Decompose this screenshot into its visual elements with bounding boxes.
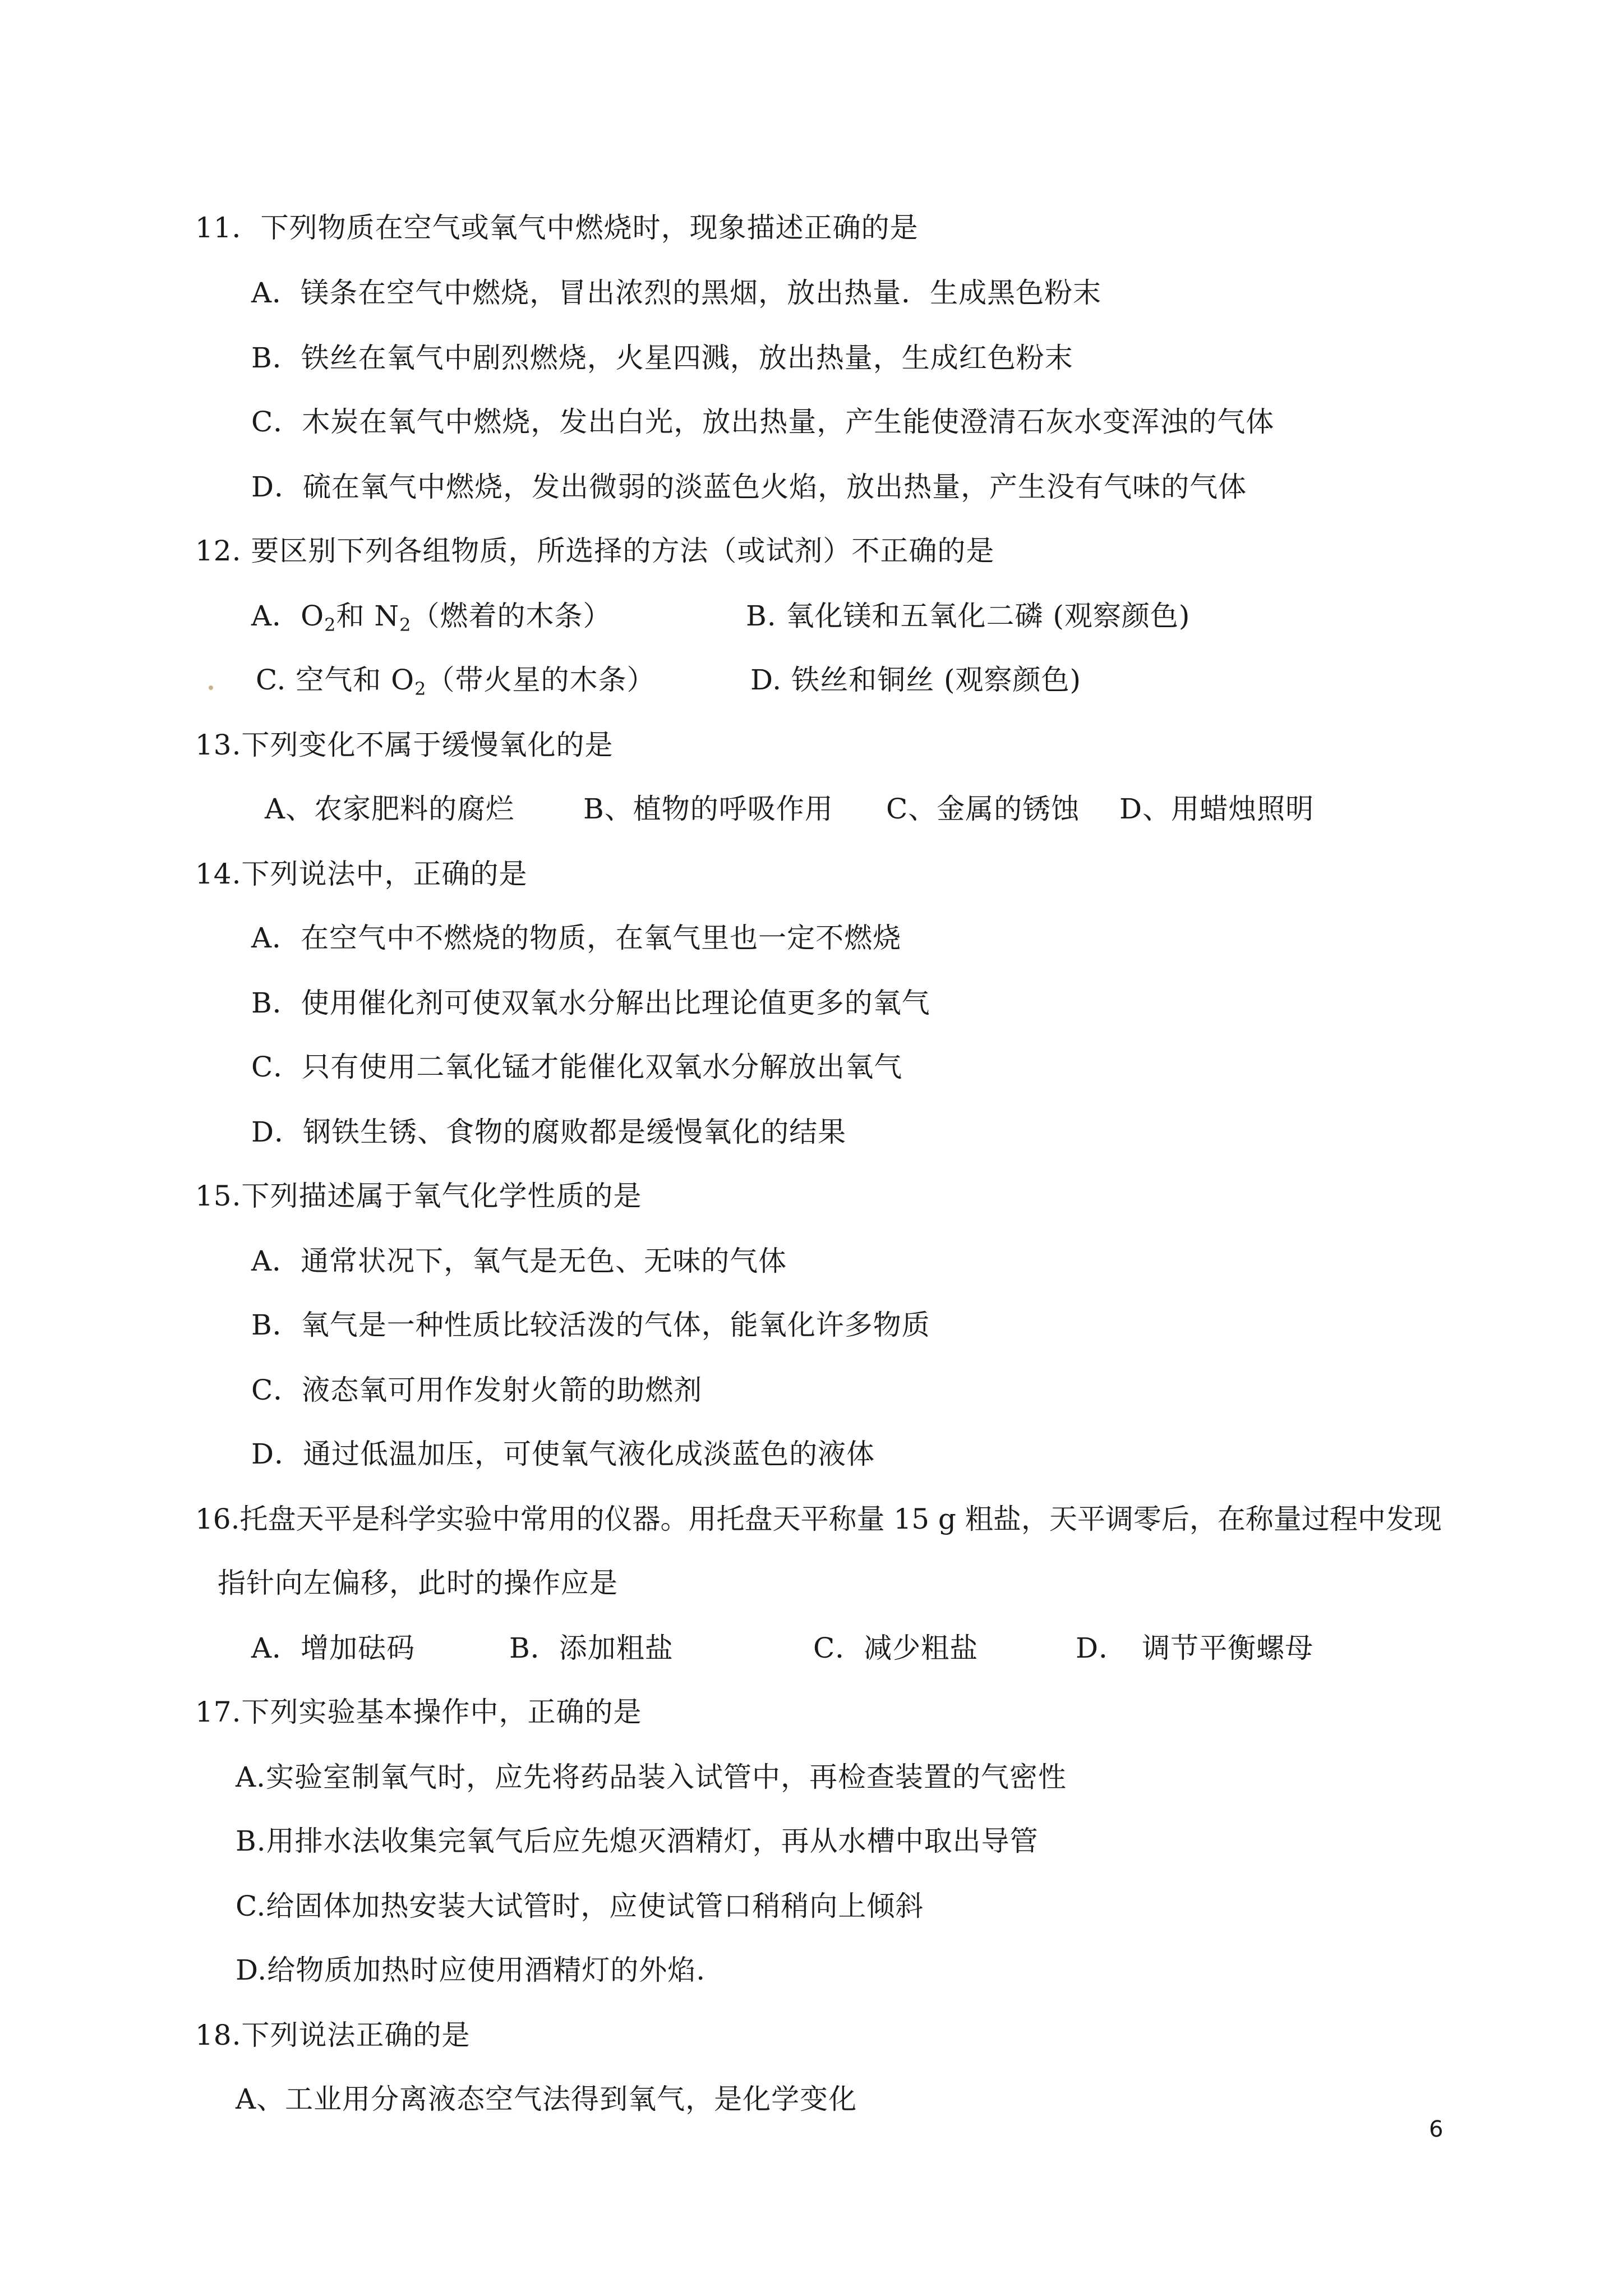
q12-option-b: B. 氧化镁和五氧化二磷 (观察颜色)	[746, 600, 1191, 632]
q11-option-a: A．镁条在空气中燃烧，冒出浓烈的黑烟，放出热量．生成黑色粉末	[251, 277, 1102, 309]
q17-option-d: D.给物质加热时应使用酒精灯的外焰.	[236, 1954, 706, 1986]
q14-option-c: C．只有使用二氧化锰才能催化双氧水分解放出氧气	[251, 1051, 903, 1083]
q13-option-b: B、植物的呼吸作用	[583, 793, 833, 825]
q11-option-b: B．铁丝在氧气中剧烈燃烧，火星四溅，放出热量，生成红色粉末	[251, 342, 1073, 374]
q17-option-c: C.给固体加热安装大试管时，应使试管口稍稍向上倾斜	[236, 1890, 924, 1922]
q16-option-a: A．增加砝码	[251, 1632, 416, 1664]
q14-option-b: B．使用催化剂可使双氧水分解出比理论值更多的氧气	[251, 987, 930, 1019]
q13-option-d: D、用蜡烛照明	[1119, 793, 1315, 825]
q13-stem: 13.下列变化不属于缓慢氧化的是	[195, 729, 614, 761]
q14-option-a: A．在空气中不燃烧的物质，在氧气里也一定不燃烧	[251, 922, 902, 954]
q16-option-d: D． 调节平衡螺母	[1076, 1632, 1314, 1664]
q17-stem: 17.下列实验基本操作中，正确的是	[195, 1696, 642, 1728]
q15-option-c: C．液态氧可用作发射火箭的助燃剂	[251, 1374, 703, 1406]
q13-option-a: A、农家肥料的腐烂	[265, 793, 515, 825]
q14-stem: 14.下列说法中，正确的是	[195, 858, 528, 890]
q12-stem: 12. 要区别下列各组物质，所选择的方法（或试剂）不正确的是	[195, 535, 995, 567]
q11-stem: 11．下列物质在空气或氧气中燃烧时，现象描述正确的是	[195, 211, 919, 244]
q12-option-a: A．$O_2$和 $N_2$（燃着的木条）	[251, 600, 612, 636]
q15-option-b: B．氧气是一种性质比较活泼的气体，能氧化许多物质	[251, 1309, 930, 1341]
q14-option-d: D．钢铁生锈、食物的腐败都是缓慢氧化的结果	[251, 1116, 847, 1148]
q18-option-a: A、工业用分离液态空气法得到氧气，是化学变化	[236, 2083, 857, 2115]
q17-option-a: A.实验室制氧气时，应先将药品装入试管中，再检查装置的气密性	[236, 1761, 1067, 1793]
q16-option-b: B．添加粗盐	[509, 1632, 674, 1664]
q15-option-d: D．通过低温加压，可使氧气液化成淡蓝色的液体	[251, 1438, 875, 1470]
page-number: 6	[1429, 2116, 1444, 2142]
q15-stem: 15.下列描述属于氧气化学性质的是	[195, 1180, 642, 1212]
q15-option-a: A．通常状况下，氧气是无色、无味的气体	[251, 1245, 787, 1277]
q11-option-c: C．木炭在氧气中燃烧，发出白光，放出热量，产生能使澄清石灰水变浑浊的气体	[251, 406, 1275, 438]
q11-option-d: D．硫在氧气中燃烧，发出微弱的淡蓝色火焰，放出热量，产生没有气味的气体	[251, 471, 1247, 503]
q18-stem: 18.下列说法正确的是	[195, 2019, 471, 2051]
q12-option-c: C. 空气和 $O_2$（带火星的木条）	[256, 664, 656, 700]
q17-option-b: B.用排水法收集完氧气后应先熄灭酒精灯，再从水槽中取出导管	[236, 1825, 1039, 1857]
stray-dot-mark	[209, 685, 213, 690]
q16-stem-line2: 指针向左偏移，此时的操作应是	[218, 1567, 618, 1599]
q12-option-d: D. 铁丝和铜丝 (观察颜色)	[750, 664, 1081, 696]
q16-stem-line1: 16.托盘天平是科学实验中常用的仪器。用托盘天平称量 15 g 粗盐，天平调零后，在称量过程中发现	[195, 1503, 1442, 1535]
q16-option-c: C．减少粗盐	[813, 1632, 979, 1664]
q13-option-c: C、金属的锈蚀	[886, 793, 1080, 825]
